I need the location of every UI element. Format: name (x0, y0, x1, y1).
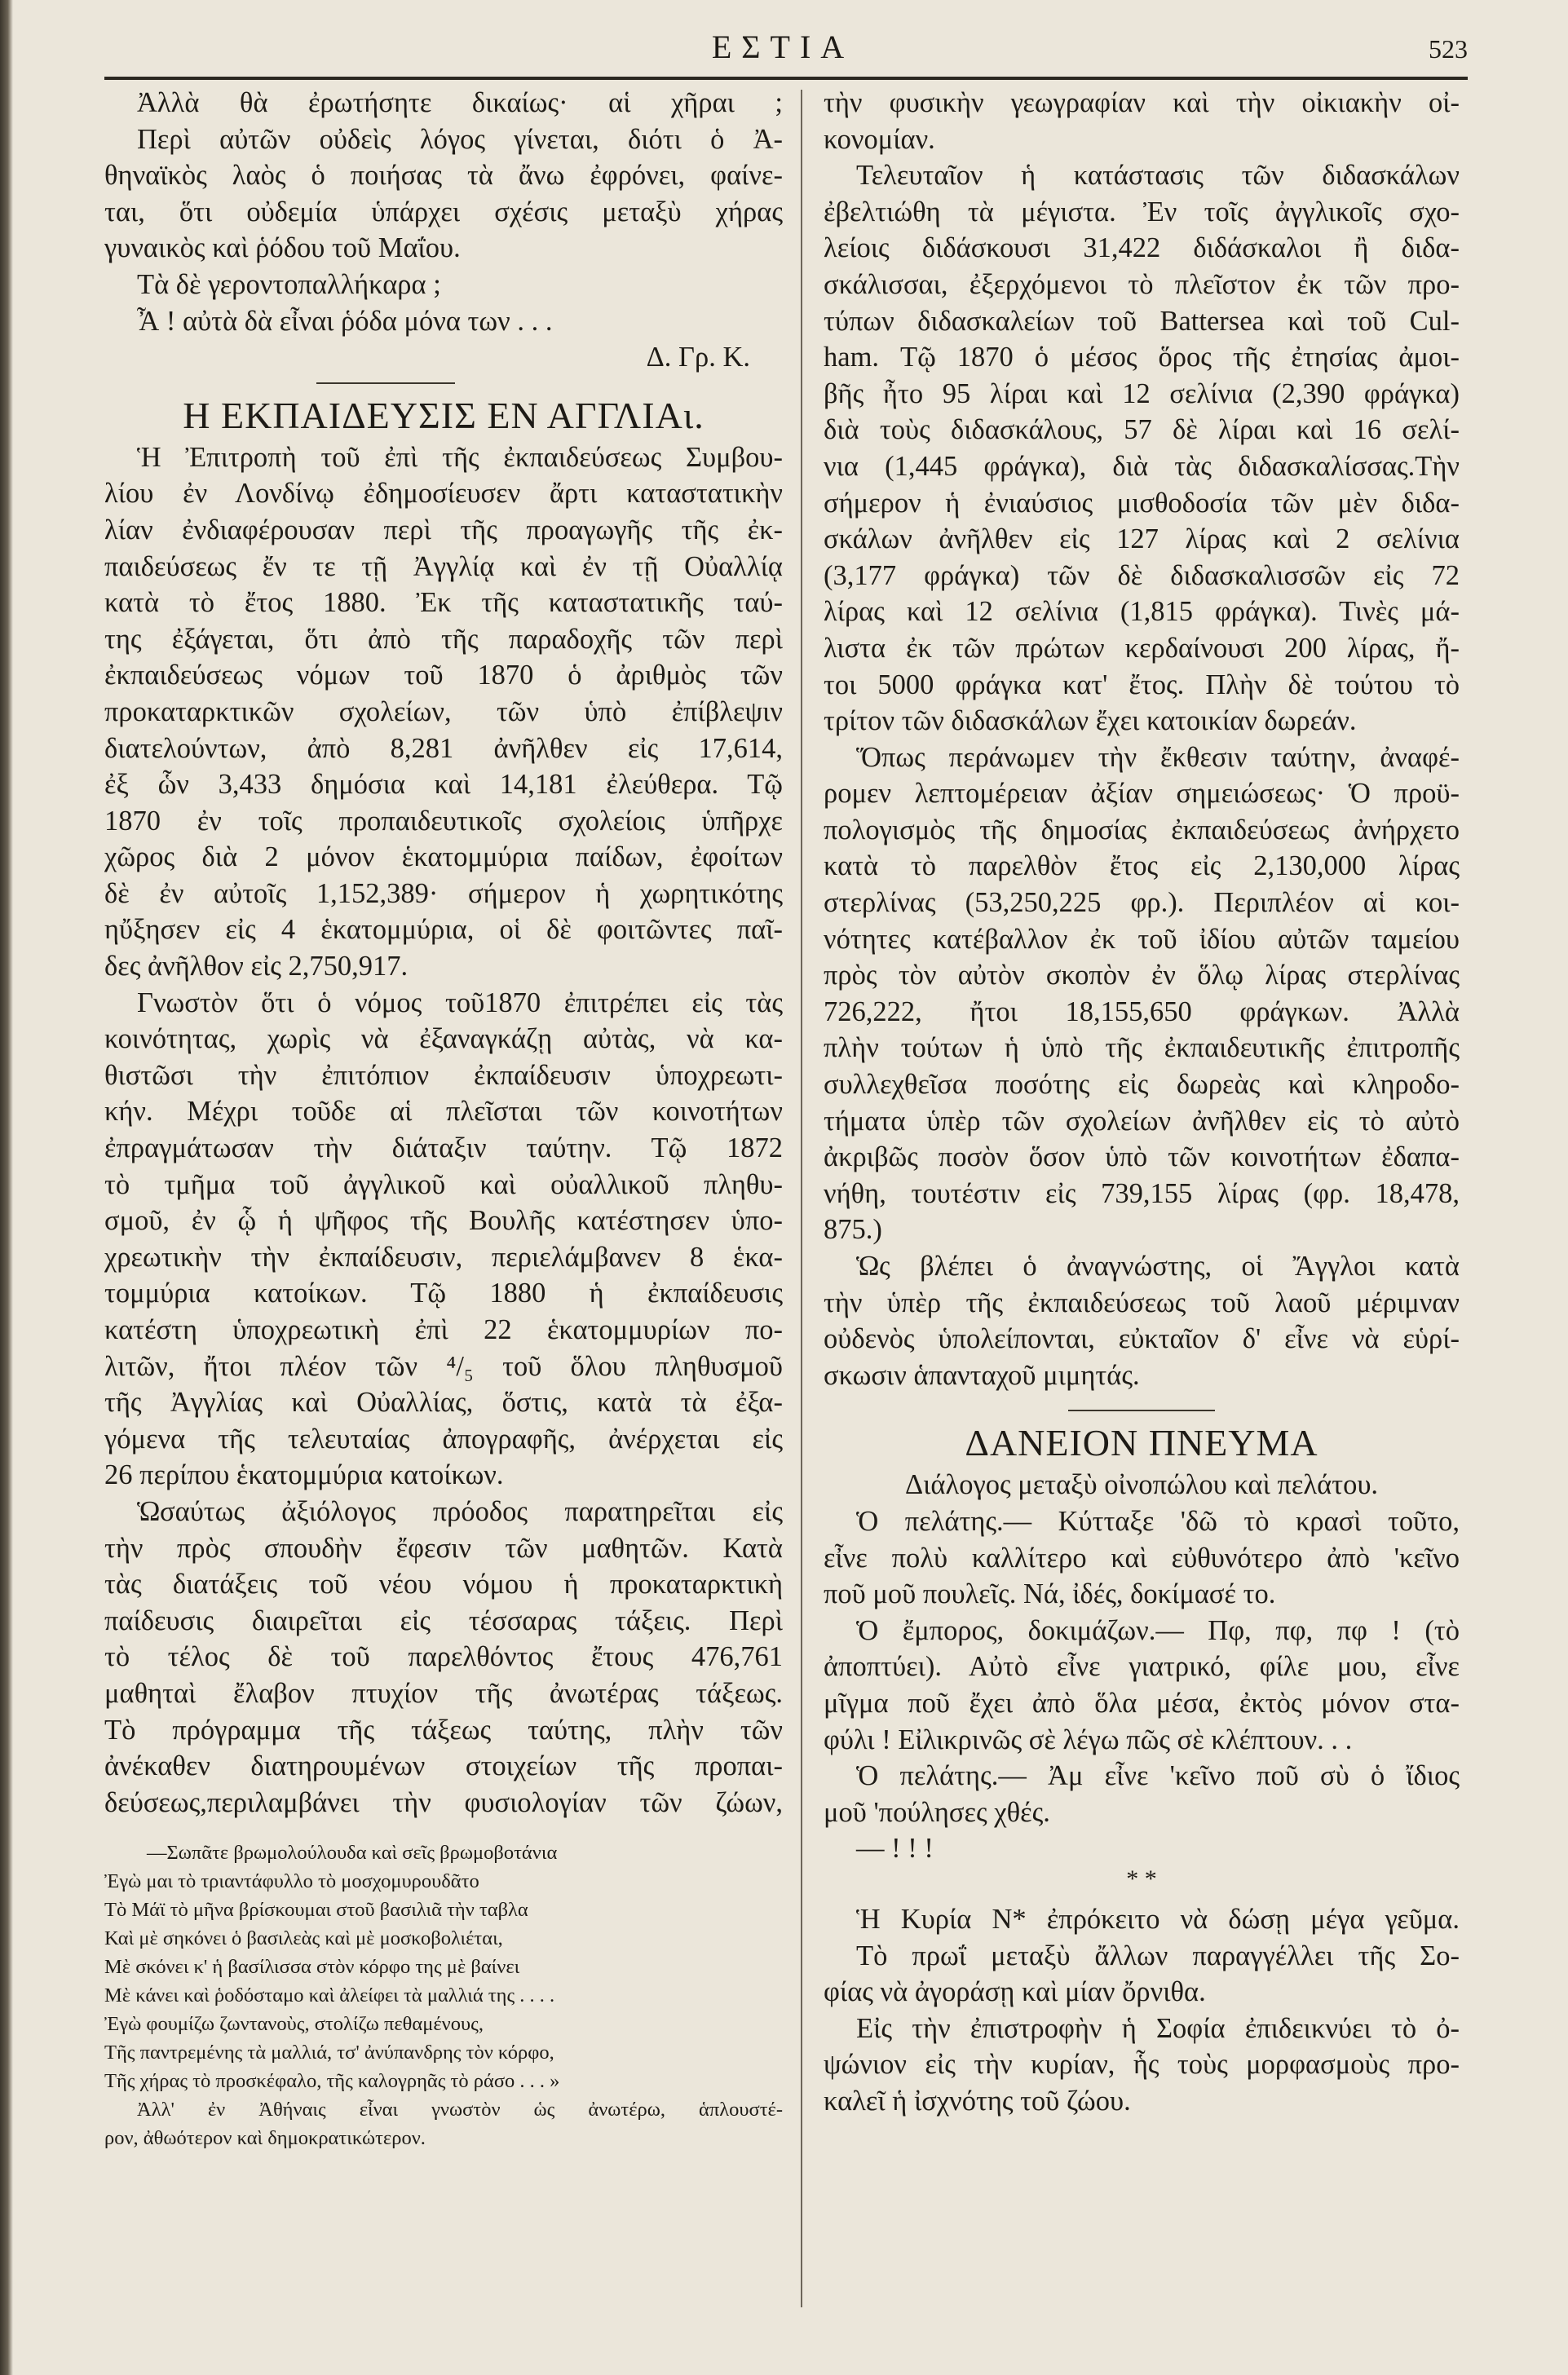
text-line: γόμενα τῆς τελευταίας ἀπογραφῆς, ἀνέρχεται εἰς (104, 1423, 783, 1455)
text-line: νότητες κατέβαλλον ἐκ τοῦ ἰδίου αὐτῶν ταμείου (824, 923, 1460, 955)
text-line: κατέστη ὑποχρεωτικὴ ἐπὶ 22 ἑκατομμυρίων πο- (104, 1314, 783, 1345)
text-line: Γνωστὸν ὅτι ὁ νόμος τοῦ1870 ἐπιτρέπει εἰς τὰς (137, 987, 783, 1018)
text-line: ham. Τῷ 1870 ὁ μέσος ὅρος τῆς ἐτησίας ἀμοι- (824, 342, 1460, 373)
text-line: μαθηταὶ ἔλαβον πτυχίον τῆς ἀνωτέρας τάξεως. (104, 1677, 783, 1709)
text-line: δες ἀνῆλθον εἰς 2,750,917. (104, 951, 409, 982)
text-line: κοινότητας, χωρὶς νὰ ἐξαναγκάζῃ αὐτὰς, νὰ κα- (104, 1023, 783, 1055)
text-line: λιτῶν, ἤτοι πλέον τῶν ⁴/₅ τοῦ ὅλου πληθυσμοῦ (104, 1350, 783, 1382)
text-line: Ἀλλὰ θὰ ἐρωτήσητε δικαίως· αἱ χῆραι ; (137, 87, 783, 118)
text-line: θιστῶσι τὴν ἐπιτόπιον ἐκπαίδευσιν ὑποχρεωτι- (104, 1059, 783, 1091)
text-line: συλλεχθεῖσα ποσότης εἰς δωρεὰς καὶ κληροδο- (824, 1069, 1460, 1101)
article-paragraph (104, 439, 783, 985)
poem-line: Ἐγὼ μαι τὸ τριαντάφυλλο τὸ μοσχομυρουδᾶτο (104, 1870, 479, 1893)
text-line: καλεῖ ἡ ἰσχνότης τοῦ ζώου. (824, 2085, 1131, 2117)
column-divider (801, 90, 802, 2307)
text-line: τὰς διατάξεις τοῦ νέου νόμου ἡ προκαταρκτικὴ (104, 1569, 783, 1600)
text-line: οὐδενὸς ὑπολείπονται, εὐκταῖον δ' εἶνε νὰ εὑρί- (824, 1323, 1460, 1355)
footnote-line: ρον, ἀθωότερον καὶ δημοκρατικώτερον. (104, 2127, 426, 2150)
text-line: σμοῦ, ἐν ᾧ ἡ ψῆφος τῆς Βουλῆς κατέστησεν ὑπο- (104, 1205, 783, 1237)
text-line: σκάλων ἀνῆλθεν εἰς 127 λίρας καὶ 2 σελίνια (824, 523, 1460, 555)
left-column (104, 85, 783, 2152)
text-line: 726,222, ἤτοι 18,155,650 φράγκων. Ἀλλὰ (824, 995, 1460, 1027)
text-line: ται, ὅτι οὐδεμία ὑπάρχει σχέσις μεταξὺ χήρας (104, 196, 783, 227)
text-line: τὸ τμῆμα τοῦ ἀγγλικοῦ καὶ οὐαλλικοῦ πληθυ- (104, 1168, 783, 1200)
text-line: χῶρος διὰ 2 μόνον ἑκατομμύρια παίδων, ἐφοίτων (104, 841, 783, 873)
text-line: φύλι ! Εἰλικρινῶς σὲ λέγω πῶς σὲ κλέπτουν. . . (824, 1724, 1353, 1755)
section-rule (824, 1403, 1460, 1419)
article-subtitle: Διάλογος μεταξὺ οἰνοπώλου καὶ πελάτου. (904, 1469, 1379, 1501)
text-line: βῆς ἦτο 95 λίραι καὶ 12 σελίνια (2,390 φράγκα) (824, 377, 1460, 409)
poem-line: Τῆς χήρας τὸ προσκέφαλο, τῆς καλογρηᾶς τὸ ράσο . . . » (104, 2070, 560, 2093)
text-line: μῖγμα ποῦ ἔχει ἀπὸ ὅλα μέσα, ἐκτὸς μόνον στα- (824, 1687, 1460, 1719)
text-line: κονομίαν. (824, 123, 935, 155)
article-heading: Η ΕΚΠΑΙΔΕΥΣΙΣ ΕΝ ΑΓΓΛΙΑι. (183, 394, 704, 436)
footnote-line: Ἀλλ' ἐν Ἀθήναις εἶναι γνωστὸν ὡς ἀνωτέρω, ἁπλουστέ- (137, 2099, 783, 2121)
asterism-separator: * * (1126, 1865, 1157, 1892)
text-line: ἀποπτύει). Αὐτὸ εἶνε γιατρικό, φίλε μου, εἶνε (824, 1651, 1460, 1683)
text-line: δὲ ἐν αὐτοῖς 1,152,389· σήμερον ἡ χωρητικότης (104, 877, 783, 909)
text-line: στερλίνας (53,250,225 φρ.). Περιπλέον αἱ κοι- (824, 887, 1460, 919)
text-line: τύπων διδασκαλείων τοῦ Battersea καὶ τοῦ Cul- (824, 305, 1460, 337)
text-line: Ὡς βλέπει ὁ ἀναγνώστης, οἱ Ἄγγλοι κατὰ (856, 1251, 1460, 1282)
text-line: Περὶ αὐτῶν οὐδεὶς λόγος γίνεται, διότι ὁ Ἀ- (137, 123, 783, 155)
text-line: σκωσιν ἁπανταχοῦ μιμητάς. (824, 1359, 1140, 1391)
text-line: ἀκριβῶς ποσὸν ὅσον ὑπὸ τῶν κοινοτήτων ἐδαπα- (824, 1141, 1460, 1173)
footnote-poem (104, 1839, 783, 2095)
anecdote-paragraph (824, 1901, 1460, 2120)
article-paragraph (824, 739, 1460, 1248)
text-line: Ὁ πελάτης.— Ἀμ εἶνε 'κεῖνο ποῦ σὺ ὁ ἴδιος (856, 1760, 1460, 1792)
text-line: Ὁ πελάτης.— Κύτταξε 'δῶ τὸ κρασὶ τοῦτο, (856, 1505, 1460, 1537)
spacer (824, 1393, 1460, 1403)
text-line: Τὸ πρόγραμμα τῆς τάξεως ταύτης, πλὴν τῶν (104, 1714, 783, 1746)
dialogue-paragraph (824, 1613, 1460, 1758)
text-line: ψώνιον εἰς τὴν κυρίαν, ἧς τοὺς μορφασμοὺς προ- (824, 2049, 1460, 2081)
text-line: πρὸς τὸν αὐτὸν σκοπὸν ἐν ὅλῳ λίρας στερλίνας (824, 960, 1460, 991)
text-line: (3,177 φράγκα) τῶν δὲ διδασκαλισσῶν εἰς 72 (824, 559, 1460, 591)
text-line: τήματα ὑπὲρ τῶν σχολείων ἀνῆλθεν εἰς τὸ αὐτὸ (824, 1105, 1460, 1137)
poem-line: Τῆς παντρεμένης τὰ μαλλιά, τσ' ἀνύπανδρης τὸν κόρφο, (104, 2042, 554, 2064)
text-line: σκάλισσαι, ἐξερχόμενοι τὸ πλεῖστον ἐκ τῶν προ- (824, 268, 1460, 300)
text-line: ἐξ ὧν 3,433 δημόσια καὶ 14,181 ἐλεύθερα. Τῷ (104, 769, 783, 801)
poem-line: Ἐγὼ φουμίζω ζωντανοὺς, στολίζω πεθαμένους, (104, 2013, 484, 2036)
article-paragraph (824, 157, 1460, 739)
article-paragraph (824, 1248, 1460, 1393)
text-line: λείοις διδάσκουσι 31,422 διδάσκαλοι ἢ διδα- (824, 232, 1460, 264)
text-line: λίου ἐν Λονδίνῳ ἐδημοσίευσεν ἄρτι καταστατικὴν (104, 478, 783, 510)
page-number: 523 (1429, 34, 1468, 64)
text-line: 875.) (824, 1214, 882, 1246)
poem-line: Μὲ κάνει καὶ ῥοδόσταμο καὶ ἀλείφει τὰ μαλλιά της . . . . (104, 1984, 555, 2007)
text-line: ηὔξησεν εἰς 4 ἑκατομμύρια, οἱ δὲ φοιτῶντες παῖ- (104, 914, 783, 946)
text-line: της ἐξάγεται, ὅτι ἀπὸ τῆς παραδοχῆς τῶν περὶ (104, 623, 783, 655)
text-line: εἶνε πολὺ καλλίτερο καὶ εὐθυνότερο ἀπὸ 'κεῖνο (824, 1542, 1460, 1574)
text-line: Τελευταῖον ἡ κατάστασις τῶν διδασκάλων (856, 160, 1460, 192)
text-line: ἐπραγμάτωσαν τὴν διάταξιν ταύτην. Τῷ 1872 (104, 1132, 783, 1164)
text-line: Τὸ πρωΐ μεταξὺ ἄλλων παραγγέλλει τῆς Σο- (856, 1940, 1460, 1971)
right-column (824, 85, 1460, 2119)
text-line: γυναικὸς καὶ ῥόδου τοῦ Μαΐου. (104, 232, 461, 264)
text-line: Τὰ δὲ γεροντοπαλλήκαρα ; (137, 268, 441, 300)
author-signature: Δ. Γρ. Κ. (646, 342, 750, 373)
article-paragraph (104, 985, 783, 1494)
text-line: τὴν πρὸς σπουδὴν ἔφεσιν τῶν μαθητῶν. Κατὰ (104, 1532, 783, 1564)
exclamation-line: — ! ! ! (856, 1833, 934, 1865)
page-edge-shadow (0, 0, 13, 2375)
text-line: τῆς Ἀγγλίας καὶ Οὐαλλίας, ὅστις, κατὰ τὰ ἐξα- (104, 1387, 783, 1419)
text-line: Ἡ Ἐπιτροπὴ τοῦ ἐπὶ τῆς ἐκπαιδεύσεως Συμβου- (137, 441, 783, 473)
poem-line: —Σωπᾶτε βρωμολούλουδα καὶ σεῖς βρωμοβοτάνια (147, 1842, 558, 1865)
text-line: μοῦ 'πούλησες χθές. (824, 1796, 1050, 1828)
text-line: νήθη, τουτέστιν εἰς 739,155 λίρας (φρ. 18,478, (824, 1177, 1460, 1209)
article-heading: ΔΑΝΕΙΟΝ ΠΝΕΥΜΑ (965, 1422, 1318, 1464)
text-line: ἀνέκαθεν διατηρουμένων στοιχείων τῆς προπαι- (104, 1750, 783, 1782)
text-line: ἐβελτιώθη τὰ μέγιστα. Ἐν τοῖς ἀγγλικοῖς σχο- (824, 196, 1460, 227)
text-line: τὴν ὑπὲρ τῆς ἐκπαιδεύσεως τοῦ λαοῦ μέριμναν (824, 1287, 1460, 1318)
text-line: παίδευσις διαιρεῖται εἰς τέσσαρας τάξεις. Περὶ (104, 1605, 783, 1636)
text-line: διὰ τοὺς διδασκάλους, 57 δὲ λίραι καὶ 16 σελί- (824, 414, 1460, 446)
text-line: ποῦ μοῦ πουλεῖς. Νά, ἰδές, δοκίμασέ το. (824, 1578, 1276, 1610)
text-line: Ὡσαύτως ἀξιόλογος πρόοδος παρατηρεῖται εἰς (137, 1495, 783, 1527)
article-paragraph (824, 85, 1460, 157)
section-rule (104, 376, 783, 392)
text-line: χρεωτικὴν τὴν ἐκπαίδευσιν, περιελάμβανεν 8 ἑκα- (104, 1241, 783, 1273)
text-line: δεύσεως,περιλαμβάνει τὴν φυσιολογίαν τῶν ζώων, (104, 1786, 783, 1818)
text-line: λίαν ἐνδιαφέρουσαν περὶ τῆς προαγωγῆς τῆς ἐκ- (104, 514, 783, 545)
text-line: κήν. Μέχρι τοῦδε αἱ πλεῖσται τῶν κοινοτήτων (104, 1096, 783, 1128)
text-line: 26 περίπου ἑκατομμύρια κατοίκων. (104, 1459, 504, 1491)
poem-line: Μὲ σκόνει κ' ἡ βασίλισσα στὸν κόρφο της μὲ βαίνει (104, 1956, 520, 1979)
masthead-title: ΕΣΤΙΑ (711, 29, 855, 65)
text-line: Ἡ Κυρία Ν* ἐπρόκειτο νὰ δώσῃ μέγα γεῦμα. (856, 1903, 1460, 1935)
text-line: πολογισμὸς τῆς δημοσίας ἐκπαιδεύσεως ἀνήρχετο (824, 814, 1460, 845)
text-line: λίρας καὶ 12 σελίνια (1,815 φράγκα). Τινὲς μά- (824, 596, 1460, 628)
text-line: θηναϊκὸς λαὸς ὁ ποιήσας τὰ ἄνω ἐφρόνει, φαίνε- (104, 160, 783, 192)
text-line: τὴν φυσικὴν γεωγραφίαν καὶ τὴν οἰκιακὴν οἰ- (824, 87, 1460, 118)
text-line: προκαταρκτικῶν σχολείων, τῶν ὑπὸ ἐπίβλεψιν (104, 695, 783, 727)
dialogue-paragraph (824, 1503, 1460, 1613)
article-paragraph (104, 1494, 783, 1821)
text-line: κατὰ τὸ ἔτος 1880. Ἐκ τῆς καταστατικῆς ταύ- (104, 587, 783, 619)
poem-line: Τὸ Μάϊ τὸ μῆνα βρίσκουμαι στοῦ βασιλιᾶ τὴν ταβλα (104, 1899, 528, 1922)
text-line: τοι 5000 φράγκα κατ' ἔτος. Πλὴν δὲ τούτου τὸ (824, 669, 1460, 700)
text-line: Εἰς τὴν ἐπιστροφὴν ἡ Σοφία ἐπιδεικνύει τὸ ὀ- (856, 2012, 1460, 2044)
spacer (104, 1821, 783, 1839)
text-line: ρομεν λεπτομέρειαν ἀξίαν σημειώσεως· Ὁ προϋ- (824, 778, 1460, 810)
dialogue-paragraph (824, 1758, 1460, 1867)
text-line: λιστα ἐκ τῶν πρώτων κερδαίνουσι 200 λίρας, ἤ- (824, 632, 1460, 664)
text-line: Ἆ ! αὐτὰ δὰ εἶναι ῥόδα μόνα των . . . (137, 305, 553, 337)
text-line: παιδεύσεως ἔν τε τῇ Ἀγγλίᾳ καὶ ἐν τῇ Οὐαλλίᾳ (104, 550, 783, 582)
text-line: κατὰ τὸ παρελθὸν ἔτος εἰς 2,130,000 λίρας (824, 850, 1460, 882)
text-line: Ὁ ἔμπορος, δοκιμάζων.— Πφ, πφ, πφ ! (τὸ (856, 1614, 1460, 1646)
text-line: διατελούντων, ἀπὸ 8,281 ἀνῆλθεν εἰς 17,614, (104, 732, 783, 764)
text-line: νια (1,445 φράγκα), διὰ τὰς διδασκαλίσσας.Τὴν (824, 450, 1460, 482)
text-line: φίας νὰ ἀγοράσῃ καὶ μίαν ὄρνιθα. (824, 1976, 1206, 2008)
text-line: τομμύρια κατοίκων. Τῷ 1880 ἡ ἐκπαίδευσις (104, 1278, 783, 1309)
text-line: ἐκπαιδεύσεως νόμων τοῦ 1870 ὁ ἀριθμὸς τῶν (104, 660, 783, 691)
text-line: 1870 ἐν τοῖς προπαιδευτικοῖς σχολείοις ὑπῆρχε (104, 805, 783, 837)
text-line: Ὅπως περάνωμεν τὴν ἔκθεσιν ταύτην, ἀναφέ- (856, 741, 1460, 773)
intro-paragraph (104, 85, 783, 376)
header-rule (104, 77, 1468, 80)
text-line: σήμερον ἡ ἐνιαύσιος μισθοδοσία τῶν μὲν διδα- (824, 487, 1460, 519)
page-header (98, 23, 1468, 72)
footnote-text (104, 2095, 783, 2152)
text-line: πλὴν τούτων ἡ ὑπὸ τῆς ἐκπαιδευτικῆς ἐπιτροπῆς (824, 1032, 1460, 1064)
text-line: τρίτον τῶν διδασκάλων ἔχει κατοικίαν δωρεάν. (824, 705, 1357, 737)
spacer (824, 1892, 1460, 1901)
poem-line: Καὶ μὲ σηκόνει ὁ βασιλεὰς καὶ μὲ μοσκοβολιέται, (104, 1927, 503, 1950)
text-line: τὸ τέλος δὲ τοῦ παρελθόντος ἔτους 476,761 (104, 1641, 783, 1673)
